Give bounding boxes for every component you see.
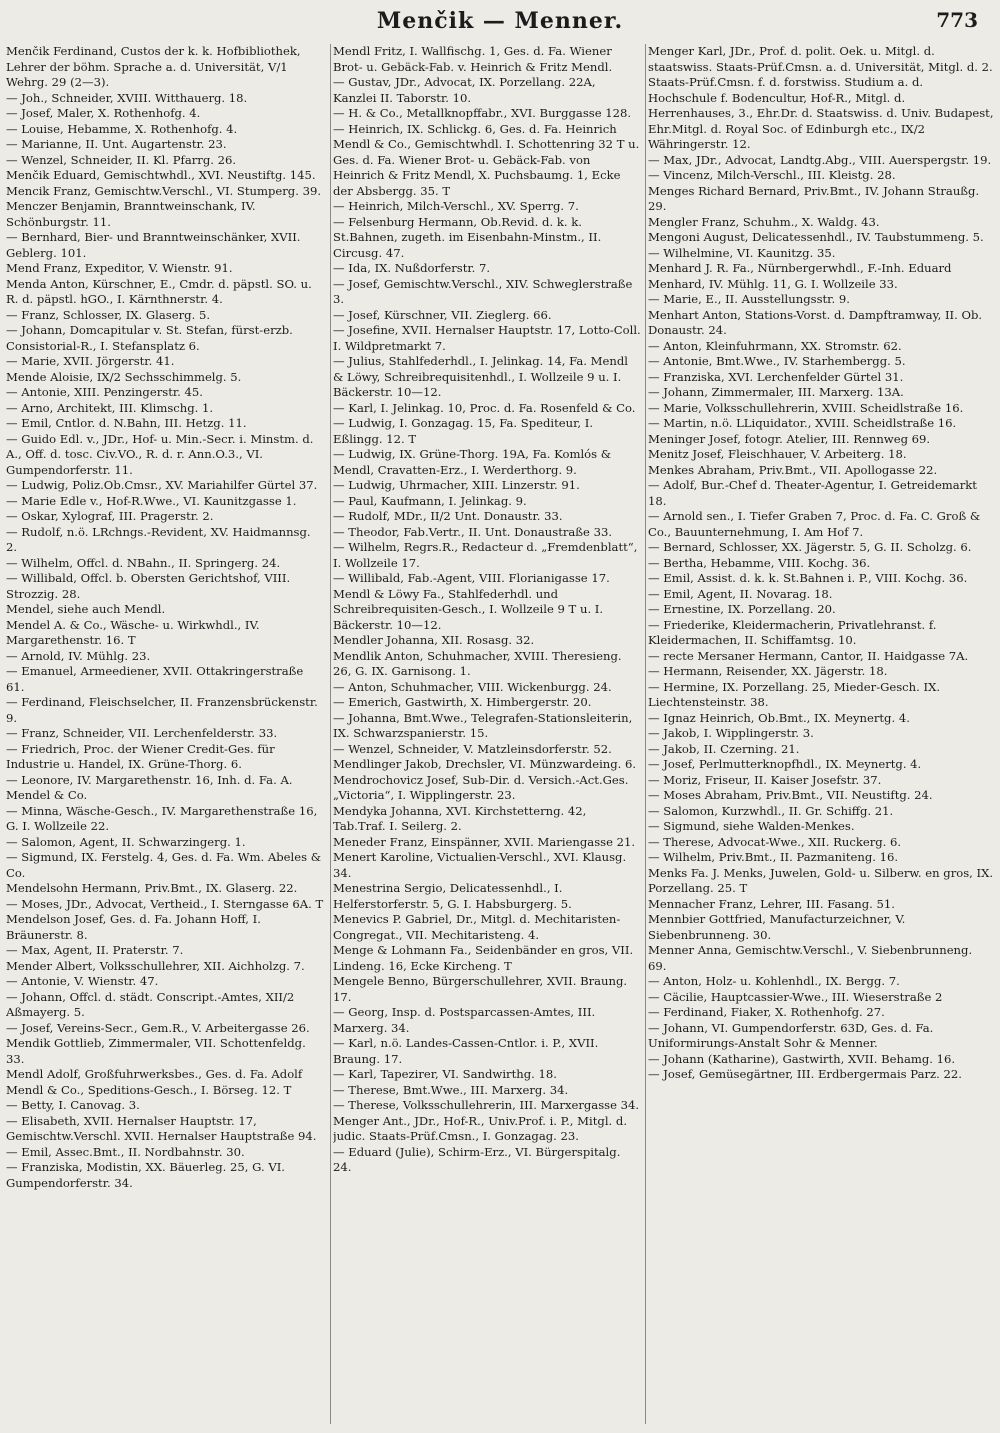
directory-entry: — Emil, Assist. d. k. k. St.Bahnen i. P., VIII. Kochg. 36. xyxy=(648,571,968,585)
directory-entry: — Ludwig, Poliz.Ob.Cmsr., XV. Mariahilfer Gürtel 37. xyxy=(6,478,318,492)
directory-entry: — Emanuel, Armeediener, XVII. Ottakringerstraße 61. xyxy=(6,664,304,694)
directory-entry: — Josef, Gemüsegärtner, III. Erdbergermais Parz. 22. xyxy=(648,1067,962,1081)
directory-entry: — Ludwig, IX. Grüne-Thorg. 19A, Fa. Komlós & Mendl, Cravatten-Erz., I. Werderthorg. 9. xyxy=(333,447,612,477)
directory-entry: — Franziska, XVI. Lerchenfelder Gürtel 31. xyxy=(648,369,904,384)
directory-entry: — Wilhelm, Priv.Bmt., II. Pazmaniteng. 16. xyxy=(648,850,899,864)
directory-entry: — Friederike, Kleidermacherin, Privatlehranst. f. Kleidermachen, II. Schiffamtsg. 10. xyxy=(648,617,937,647)
directory-entry: — Wenzel, Schneider, II. Kl. Pfarrg. 26. xyxy=(6,152,237,167)
directory-entry: — Elisabeth, XVII. Hernalser Hauptstr. 17, Gemischtw.Verschl. XVII. Hernalser Hauptstraße 94. xyxy=(6,1113,317,1143)
directory-entry: Menitz Josef, Fleischhauer, V. Arbeiterg. 18. xyxy=(648,447,907,461)
directory-entry: — Max, Agent, II. Praterstr. 7. xyxy=(6,943,184,957)
directory-entry: — Johanna, Bmt.Wwe., Telegrafen-Stationsleiterin, IX. Schwarzspanierstr. 15. xyxy=(333,710,633,740)
directory-entry: — Willibald, Fab.-Agent, VIII. Florianigasse 17. xyxy=(333,571,610,585)
page-number: 773 xyxy=(936,8,978,32)
directory-entry: Menks Fa. J. Menks, Juwelen, Gold- u. Silberw. en gros, IX. Porzellang. 25. T xyxy=(648,865,994,895)
directory-entry: Mendik Gottlieb, Zimmermaler, VII. Schottenfeldg. 33. xyxy=(6,1036,306,1066)
directory-entry: — Bertha, Hebamme, VIII. Kochg. 36. xyxy=(648,555,871,570)
directory-entry: — Wilhelm, Offcl. d. NBahn., II. Springerg. 24. xyxy=(6,555,281,570)
column-divider xyxy=(645,44,646,1424)
directory-entry: — Emerich, Gastwirth, X. Himbergerstr. 20. xyxy=(333,695,592,709)
directory-entry: — Franziska, Modistin, XX. Bäuerleg. 25, G. VI. Gumpendorferstr. 34. xyxy=(6,1160,285,1190)
directory-entry: — Johann, Zimmermaler, III. Marxerg. 13A. xyxy=(648,385,904,399)
directory-entry: — Heinrich, IX. Schlickg. 6, Ges. d. Fa. Heinrich Mendl & Co., Gemischtwhdl. I. Schottenring 32 T u. Ges. d. Fa. Wiener Brot- u. Gebäck-Fab. von Heinrich & Fritz Mendl, X. Puchsbaumg. 1, Ecke der Absbergg. 35. T xyxy=(333,121,640,198)
directory-entry: — Ernestine, IX. Porzellang. 20. xyxy=(648,602,836,616)
directory-entry: — Josef, Vereins-Secr., Gem.R., V. Arbeitergasse 26. xyxy=(6,1020,310,1035)
directory-entry: — Max, JDr., Advocat, Landtg.Abg., VIII. Auerspergstr. 19. xyxy=(648,152,992,167)
directory-entry: — Karl, n.ö. Landes-Cassen-Cntlor. i. P., XVII. Braung. 17. xyxy=(333,1036,599,1066)
directory-entry: Mengler Franz, Schuhm., X. Waldg. 43. xyxy=(648,214,880,229)
directory-entry: — Ferdinand, Fiaker, X. Rothenhofg. 27. xyxy=(648,1005,885,1019)
directory-entry: — Bernhard, Bier- und Branntweinschänker, XVII. Geblerg. 101. xyxy=(6,230,301,260)
directory-entry: Menger Ant., JDr., Hof-R., Univ.Prof. i. P., Mitgl. d. judic. Staats-Prüf.Cmsn., I. Gonzagag. 23. xyxy=(333,1113,628,1143)
directory-entry: — Marianne, II. Unt. Augartenstr. 23. xyxy=(6,137,227,151)
directory-entry: — Karl, Tapezirer, VI. Sandwirthg. 18. xyxy=(333,1067,557,1081)
directory-entry: — Johann, Offcl. d. städt. Conscript.-Amtes, XII/2 Aßmayerg. 5. xyxy=(6,989,295,1019)
directory-entry: Meninger Josef, fotogr. Atelier, III. Rennweg 69. xyxy=(648,431,931,446)
directory-entry: Mendlik Anton, Schuhmacher, XVIII. Theresieng. 26, G. IX. Garnisong. 1. xyxy=(333,648,622,678)
directory-entry: Menner Anna, Gemischtw.Verschl., V. Siebenbrunneng. 69. xyxy=(648,943,973,973)
directory-entry: — recte Mersaner Hermann, Cantor, II. Haidgasse 7A. xyxy=(648,648,969,663)
directory-entry: — Emil, Assec.Bmt., II. Nordbahnstr. 30. xyxy=(6,1144,245,1159)
directory-entry: Mendler Johanna, XII. Rosasg. 32. xyxy=(333,633,535,647)
directory-entry: — Arno, Architekt, III. Klimschg. 1. xyxy=(6,400,214,415)
directory-entry: — Jakob, II. Czerning. 21. xyxy=(648,741,800,756)
directory-entry: Mendlinger Jakob, Drechsler, VI. Münzwardeing. 6. xyxy=(333,757,637,771)
directory-entry: — Ferdinand, Fleischselcher, II. Franzensbrückenstr. 9. xyxy=(6,695,318,725)
directory-entry: — Sigmund, siehe Walden-Menkes. xyxy=(648,819,855,833)
directory-entry: — Wenzel, Schneider, V. Matzleinsdorferstr. 52. xyxy=(333,741,612,756)
directory-entry: — Emil, Cntlor. d. N.Bahn, III. Hetzg. 11. xyxy=(6,416,247,430)
directory-entry: — Karl, I. Jelinkag. 10, Proc. d. Fa. Rosenfeld & Co. xyxy=(333,400,636,415)
directory-entry: — Arnold, IV. Mühlg. 23. xyxy=(6,648,151,663)
directory-entry: — Salomon, Agent, II. Schwarzingerg. 1. xyxy=(6,834,246,849)
directory-entry: — Louise, Hebamme, X. Rothenhofg. 4. xyxy=(6,121,238,136)
directory-entry: Menge & Lohmann Fa., Seidenbänder en gros, VII. Lindeng. 16, Ecke Kircheng. T xyxy=(333,943,634,973)
directory-entry: — Theodor, Fab.Vertr., II. Unt. Donaustraße 33. xyxy=(333,524,613,539)
directory-entry: — Johann, VI. Gumpendorferstr. 63D, Ges. d. Fa. Uniformirungs-Anstalt Sohr & Menner. xyxy=(648,1020,934,1050)
directory-entry: — Josefine, XVII. Hernalser Hauptstr. 17, Lotto-Coll. I. Wildpretmarkt 7. xyxy=(333,323,641,353)
directory-entry: — Anton, Holz- u. Kohlenhdl., IX. Bergg. 7. xyxy=(648,974,900,988)
directory-entry: Mengoni August, Delicatessenhdl., IV. Taubstummeng. 5. xyxy=(648,230,984,244)
directory-entry: — Josef, Gemischtw.Verschl., XIV. Schweglerstraße 3. xyxy=(333,276,633,306)
directory-entry: Mengele Benno, Bürgerschullehrer, XVII. Braung. 17. xyxy=(333,974,628,1004)
column-2 xyxy=(333,44,641,1424)
running-title: Menčik — Menner. xyxy=(376,8,624,34)
directory-entry: — Therese, Advocat-Wwe., XII. Ruckerg. 6. xyxy=(648,834,902,849)
directory-entry: — Hermann, Reisender, XX. Jägerstr. 18. xyxy=(648,664,888,678)
directory-entry: — Georg, Insp. d. Postsparcassen-Amtes, III. Marxerg. 34. xyxy=(333,1005,596,1035)
directory-entry: — Moses Abraham, Priv.Bmt., VII. Neustiftg. 24. xyxy=(648,788,933,802)
directory-entry: — Wilhelmine, VI. Kaunitzg. 35. xyxy=(648,245,836,260)
directory-entry: — Salomon, Kurzwhdl., II. Gr. Schiffg. 21. xyxy=(648,803,894,818)
directory-entry: — Rudolf, MDr., II/2 Unt. Donaustr. 33. xyxy=(333,509,563,523)
directory-entry: Mende Aloisie, IX/2 Sechsschimmelg. 5. xyxy=(6,369,242,384)
column-1 xyxy=(6,44,324,1424)
directory-entry: Meneder Franz, Einspänner, XVII. Mariengasse 21. xyxy=(333,834,636,849)
directory-entry: — Marie, XVII. Jörgerstr. 41. xyxy=(6,354,175,368)
directory-entry: — Willibald, Offcl. b. Obersten Gerichtshof, VIII. Strozzig. 28. xyxy=(6,571,291,601)
directory-entry: — Emil, Agent, II. Novarag. 18. xyxy=(648,586,833,601)
directory-entry: Menges Richard Bernard, Priv.Bmt., IV. Johann Straußg. 29. xyxy=(648,183,980,213)
directory-entry: — Eduard (Julie), Schirm-Erz., VI. Bürgerspitalg. 24. xyxy=(333,1144,621,1174)
directory-entry: Mencik Franz, Gemischtw.Verschl., VI. Stumperg. 39. xyxy=(6,183,322,198)
directory-entry: Mendelson Josef, Ges. d. Fa. Johann Hoff, I. Bräunerstr. 8. xyxy=(6,912,261,942)
directory-entry: — Ludwig, I. Gonzagag. 15, Fa. Spediteur, I. Eßlingg. 12. T xyxy=(333,416,594,446)
directory-entry: — Anton, Kleinfuhrmann, XX. Stromstr. 62. xyxy=(648,338,902,353)
directory-entry: Menčik Ferdinand, Custos der k. k. Hofbibliothek, Lehrer der böhm. Sprache a. d. Universität, V/1 Wehrg. 29 (2—3). xyxy=(6,44,301,89)
directory-entry: — Joh., Schneider, XVIII. Witthauerg. 18. xyxy=(6,90,248,105)
directory-entry: — Marie Edle v., Hof-R.Wwe., VI. Kaunitzgasse 1. xyxy=(6,493,297,508)
directory-entry: Mendel, siehe auch Mendl. xyxy=(6,602,166,616)
directory-entry: — Gustav, JDr., Advocat, IX. Porzellang. 22A, Kanzlei II. Taborstr. 10. xyxy=(333,75,596,105)
directory-entry: — Josef, Kürschner, VII. Zieglerg. 66. xyxy=(333,307,552,322)
page-header xyxy=(0,0,1000,40)
directory-entry: — Sigmund, IX. Ferstelg. 4, Ges. d. Fa. Wm. Abeles & Co. xyxy=(6,850,322,880)
directory-entry: — Minna, Wäsche-Gesch., IV. Margarethenstraße 16, G. I. Wollzeile 22. xyxy=(6,803,318,833)
directory-entry: — Therese, Volksschullehrerin, III. Marxergasse 34. xyxy=(333,1098,640,1112)
column-3 xyxy=(648,44,994,1424)
directory-entry: Mendel A. & Co., Wäsche- u. Wirkwhdl., IV. Margarethenstr. 16. T xyxy=(6,617,260,647)
directory-entry: — Therese, Bmt.Wwe., III. Marxerg. 34. xyxy=(333,1082,569,1097)
directory-entry: — Moriz, Friseur, II. Kaiser Josefstr. 37. xyxy=(648,772,882,787)
directory-entry: Mendelsohn Hermann, Priv.Bmt., IX. Glaserg. 22. xyxy=(6,881,298,895)
directory-entry: Menert Karoline, Victualien-Verschl., XVI. Klausg. 34. xyxy=(333,850,627,880)
directory-entry: — Antonie, Bmt.Wwe., IV. Starhembergg. 5. xyxy=(648,354,906,368)
directory-entry: — Ignaz Heinrich, Ob.Bmt., IX. Meynertg. 4. xyxy=(648,710,910,725)
directory-entry: — Leonore, IV. Margarethenstr. 16, Inh. d. Fa. A. Mendel & Co. xyxy=(6,772,293,802)
directory-entry: — Adolf, Bur.-Chef d. Theater-Agentur, I. Getreidemarkt 18. xyxy=(648,478,977,508)
directory-entry: — Franz, Schlosser, IX. Glaserg. 5. xyxy=(6,307,211,322)
directory-entry: — Heinrich, Milch-Verschl., XV. Sperrg. 7. xyxy=(333,199,579,213)
directory-entry: — Paul, Kaufmann, I. Jelinkag. 9. xyxy=(333,493,527,508)
directory-entry: Menkes Abraham, Priv.Bmt., VII. Apollogasse 22. xyxy=(648,462,938,477)
directory-entry: Menčik Eduard, Gemischtwhdl., XVI. Neustiftg. 145. xyxy=(6,168,316,182)
directory-entry: Menger Karl, JDr., Prof. d. polit. Oek. u. Mitgl. d. staatswiss. Staats-Prüf.Cmsn. a. d. Universität, Mitgl. d. 2. Staats-Prüf.Cmsn. f. d. forstwiss. Studium a. d. Hochschule f. Bodencultur, Hof-R., Mitgl. d. Herrenhauses, 3., Ehr.Dr. d. Staatswiss. d. Univ. Budapest, Ehr.Mitgl. d. Royal Soc. of Edinburgh etc., IX/2 Währingerstr. 12. xyxy=(648,44,994,151)
directory-entry: Menhard J. R. Fa., Nürnbergerwhdl., F.-Inh. Eduard Menhard, IV. Mühlg. 11, G. I. Wollzeile 33. xyxy=(648,261,952,291)
directory-entry: — Moses, JDr., Advocat, Vertheid., I. Sterngasse 6A. T xyxy=(6,896,324,911)
directory-entry: — Rudolf, n.ö. LRchngs.-Revident, XV. Haidmannsg. 2. xyxy=(6,524,311,554)
directory-entry: Menda Anton, Kürschner, E., Cmdr. d. päpstl. SO. u. R. d. päpstl. hGO., I. Kärnthnerstr. 4. xyxy=(6,276,312,306)
directory-entry: Menestrina Sergio, Delicatessenhdl., I. Helferstorferstr. 5, G. I. Habsburgerg. 5. xyxy=(333,881,572,911)
directory-entry: — Bernard, Schlosser, XX. Jägerstr. 5, G. II. Scholzg. 6. xyxy=(648,540,972,554)
directory-entry: Mennacher Franz, Lehrer, III. Fasang. 51. xyxy=(648,896,895,911)
directory-entry: — Antonie, V. Wienstr. 47. xyxy=(6,974,159,988)
directory-entry: Menczer Benjamin, Branntweinschank, IV. Schönburgstr. 11. xyxy=(6,199,256,229)
directory-entry: Mendyka Johanna, XVI. Kirchstetterng. 42, Tab.Traf. I. Seilerg. 2. xyxy=(333,803,587,833)
directory-entry: — Martin, n.ö. LLiquidator., XVIII. Scheidlstraße 16. xyxy=(648,416,957,430)
column-divider xyxy=(330,44,331,1424)
directory-entry: — Anton, Schuhmacher, VIII. Wickenburgg. 24. xyxy=(333,679,612,694)
columns xyxy=(6,44,994,1424)
directory-entry: — Josef, Maler, X. Rothenhofg. 4. xyxy=(6,106,201,120)
directory-entry: — Hermine, IX. Porzellang. 25, Mieder-Gesch. IX. Liechtensteinstr. 38. xyxy=(648,679,941,709)
directory-entry: — Guido Edl. v., JDr., Hof- u. Min.-Secr. i. Minstm. d. A., Off. d. tosc. Civ.VO., R. d. r. Ann.O.3., VI. Gumpendorferstr. 11. xyxy=(6,431,314,477)
directory-entry: — Friedrich, Proc. der Wiener Credit-Ges. für Industrie u. Handel, IX. Grüne-Thorg. 6. xyxy=(6,741,275,771)
directory-entry: Mendl Adolf, Großfuhrwerksbes., Ges. d. Fa. Adolf Mendl & Co., Speditions-Gesch., I. Börseg. 12. T xyxy=(6,1067,303,1097)
directory-entry: — Betty, I. Canovag. 3. xyxy=(6,1098,140,1112)
directory-entry: — Johann (Katharine), Gastwirth, XVII. Behamg. 16. xyxy=(648,1051,956,1066)
directory-entry: — Marie, Volksschullehrerin, XVIII. Scheidlstraße 16. xyxy=(648,400,964,415)
directory-entry: Mendl Fritz, I. Wallfischg. 1, Ges. d. Fa. Wiener Brot- u. Gebäck-Fab. v. Heinrich & Fritz Mendl. xyxy=(333,44,613,74)
directory-entry: — H. & Co., Metallknopffabr., XVI. Burggasse 128. xyxy=(333,106,632,120)
directory-entry: — Arnold sen., I. Tiefer Graben 7, Proc. d. Fa. C. Groß & Co., Bauunternehmung, I. Am Hof 7. xyxy=(648,509,981,539)
directory-entry: Menhart Anton, Stations-Vorst. d. Dampftramway, II. Ob. Donaustr. 24. xyxy=(648,307,983,337)
directory-entry: Mendl & Löwy Fa., Stahlfederhdl. und Schreibrequisiten-Gesch., I. Wollzeile 9 T u. I. Bäckerstr. 10—12. xyxy=(333,586,604,632)
directory-entry: — Ludwig, Uhrmacher, XIII. Linzerstr. 91. xyxy=(333,478,580,492)
directory-entry: Mennbier Gottfried, Manufacturzeichner, V. Siebenbrunneng. 30. xyxy=(648,912,906,942)
directory-entry: — Wilhelm, Regrs.R., Redacteur d. „Fremdenblatt“, I. Wollzeile 17. xyxy=(333,540,638,570)
directory-entry: Mend Franz, Expeditor, V. Wienstr. 91. xyxy=(6,261,233,275)
directory-entry: — Vincenz, Milch-Verschl., III. Kleistg. 28. xyxy=(648,168,896,182)
directory-entry: Mender Albert, Volksschullehrer, XII. Aichholzg. 7. xyxy=(6,958,305,973)
directory-entry: — Johann, Domcapitular v. St. Stefan, fürst-erzb. Consistorial-R., I. Stefansplatz 6. xyxy=(6,323,293,353)
directory-entry: Mendrochovicz Josef, Sub-Dir. d. Versich.-Act.Ges. „Victoria“, I. Wipplingerstr. 23. xyxy=(333,772,629,802)
directory-entry: — Franz, Schneider, VII. Lerchenfelderstr. 33. xyxy=(6,726,278,740)
directory-entry: Menevics P. Gabriel, Dr., Mitgl. d. Mechitaristen-Congregat., VII. Mechitaristeng. 4. xyxy=(333,912,621,942)
directory-entry: — Marie, E., II. Ausstellungsstr. 9. xyxy=(648,292,850,306)
directory-entry: — Cäcilie, Hauptcassier-Wwe., III. Wieserstraße 2 xyxy=(648,989,943,1004)
directory-entry: — Jakob, I. Wipplingerstr. 3. xyxy=(648,726,814,740)
directory-entry: — Julius, Stahlfederhdl., I. Jelinkag. 14, Fa. Mendl & Löwy, Schreibrequisitenhdl., I. Wollzeile 9 u. I. Bäckerstr. 10—12. xyxy=(333,354,628,399)
directory-entry: — Oskar, Xylograf, III. Pragerstr. 2. xyxy=(6,509,214,523)
directory-entry: — Ida, IX. Nußdorferstr. 7. xyxy=(333,261,491,275)
directory-entry: — Antonie, XIII. Penzingerstr. 45. xyxy=(6,385,203,399)
directory-entry: — Felsenburg Hermann, Ob.Revid. d. k. k. St.Bahnen, zugeth. im Eisenbahn-Minstm., II. Circusg. 47. xyxy=(333,214,602,260)
directory-entry: — Josef, Perlmutterknopfhdl., IX. Meynertg. 4. xyxy=(648,757,922,771)
